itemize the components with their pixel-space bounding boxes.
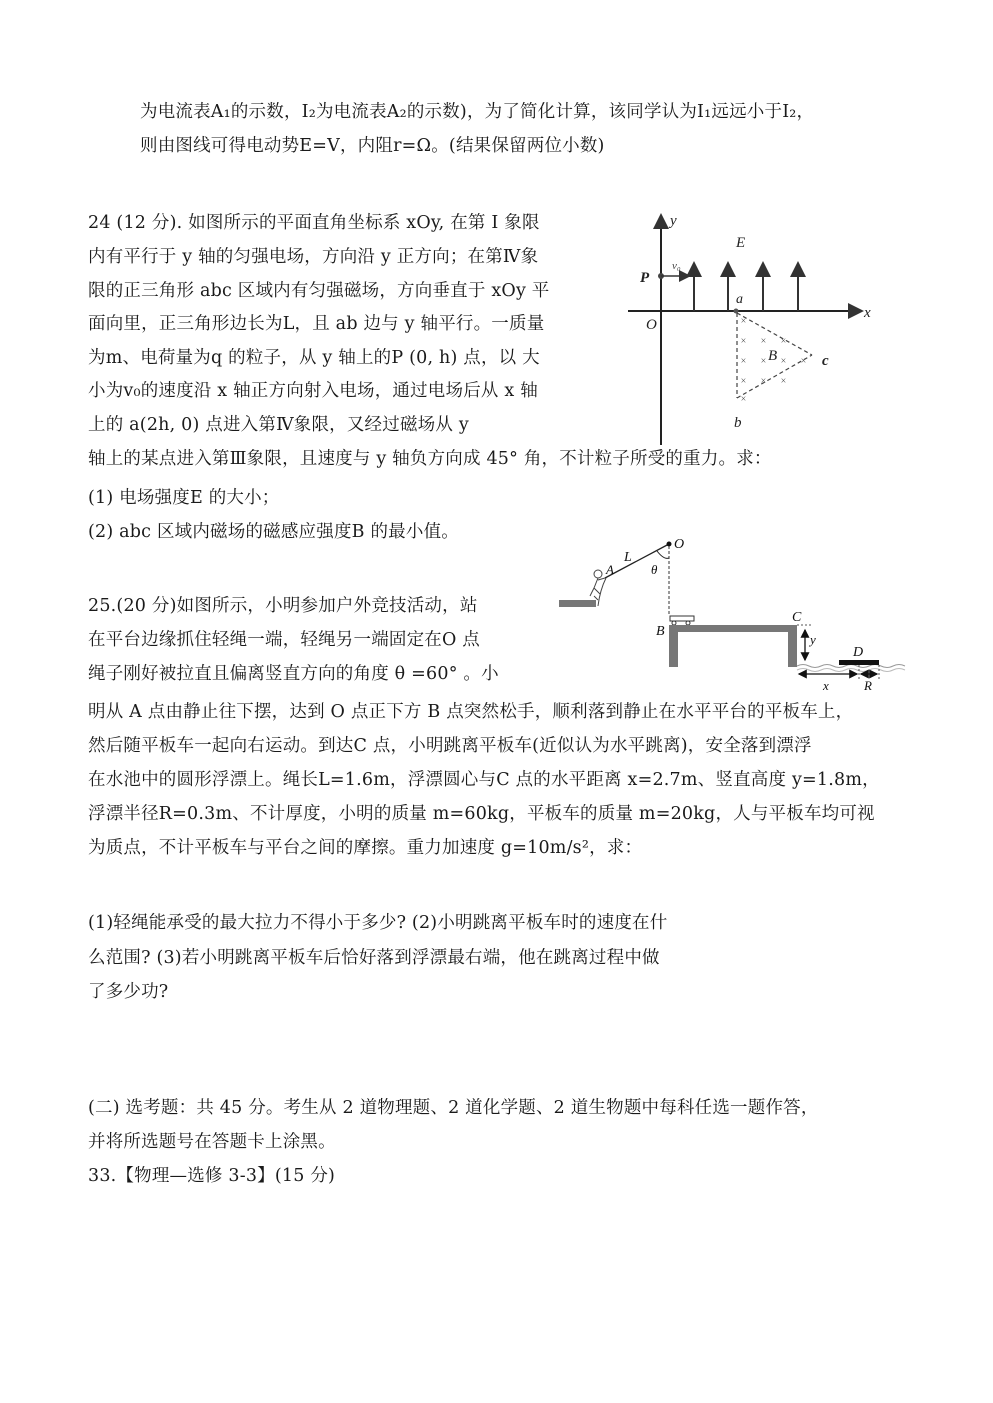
q24-line: 轴上的某点进入第Ⅲ象限，且速度与 y 轴负方向成 45° 角，不计粒子所受的重力。求： bbox=[88, 449, 772, 469]
q24-line: 为m、电荷量为q 的粒子，从 y 轴上的P (0, h) 点，以 大 bbox=[88, 348, 540, 368]
rope bbox=[605, 544, 669, 578]
q25-line: 在水池中的圆形浮漂上。绳长L=1.6m，浮漂圆心与C 点的水平距离 x=2.7m、竖直高度 y=1.8m， bbox=[88, 770, 880, 790]
q24-line: 上的 a(2h, 0) 点进入第Ⅳ象限，又经过磁场从 y bbox=[88, 415, 469, 435]
label-y: y bbox=[810, 632, 816, 647]
svg-text:×: × bbox=[780, 356, 787, 367]
label-D: D bbox=[853, 645, 864, 660]
label-O: O bbox=[674, 537, 685, 552]
label-P: P bbox=[640, 270, 650, 286]
question-33-heading: 33.【物理—选修 3-3】(15 分) bbox=[88, 1166, 336, 1186]
svg-text:×: × bbox=[740, 376, 747, 387]
q25-line: 在平台边缘抓住轻绳一端，轻绳另一端固定在O 点 bbox=[88, 630, 481, 650]
svg-text:×: × bbox=[760, 376, 767, 387]
svg-text:×: × bbox=[780, 336, 787, 347]
label-R: R bbox=[864, 678, 872, 693]
q24-line: 内有平行于 y 轴的匀强电场，方向沿 y 正方向；在第Ⅳ象 bbox=[88, 247, 539, 267]
q25-swing-figure bbox=[550, 530, 910, 695]
q25-question: 么范围? (3)若小明跳离平板车后恰好落到浮漂最右端，他在跳离过程中做 bbox=[88, 948, 660, 968]
float-D bbox=[839, 660, 879, 665]
label-c: c bbox=[822, 353, 829, 369]
top-line-2: 则由图线可得电动势E=V，内阻r=Ω。(结果保留两位小数) bbox=[140, 136, 605, 156]
q24-line: 面向里，正三角形边长为L，且 ab 边与 y 轴平行。一质量 bbox=[88, 314, 545, 334]
section-elective-instruction: 并将所选题号在答题卡上涂黑。 bbox=[88, 1132, 336, 1152]
label-A: A bbox=[606, 562, 614, 577]
svg-text:×: × bbox=[760, 356, 767, 367]
q25-question: 了多少功? bbox=[88, 982, 169, 1002]
svg-text:×: × bbox=[760, 336, 767, 347]
platform-right-leg bbox=[788, 625, 797, 667]
top-line-1: 为电流表A₁的示数，I₂为电流表A₂的示数)，为了简化计算，该同学认为I₁远远小于I₂， bbox=[140, 102, 815, 122]
q24-subquestion-2: (2) abc 区域内磁场的磁感应强度B 的最小值。 bbox=[88, 522, 459, 542]
x-axis-label: x bbox=[864, 305, 871, 321]
svg-text:×: × bbox=[740, 394, 747, 405]
label-theta: θ bbox=[651, 562, 658, 577]
label-B: B bbox=[656, 624, 665, 639]
q24-coordinate-figure bbox=[620, 205, 890, 450]
svg-text:×: × bbox=[780, 376, 787, 387]
q25-line: 明从 A 点由静止往下摆，达到 O 点正下方 B 点突然松手，顺利落到静止在水平平台的平板车上， bbox=[88, 702, 854, 722]
q25-question: (1)轻绳能承受的最大拉力不得小于多少? (2)小明跳离平板车时的速度在什 bbox=[88, 913, 668, 933]
label-x: x bbox=[823, 678, 829, 693]
field-label-E: E bbox=[736, 235, 746, 251]
angle-arc bbox=[657, 551, 669, 558]
svg-text:×: × bbox=[740, 316, 747, 327]
label-a: a bbox=[736, 292, 743, 307]
q24-line: 限的正三角形 abc 区域内有匀强磁场，方向垂直于 xOy 平 bbox=[88, 281, 550, 301]
q25-line: 绳子刚好被拉直且偏离竖直方向的角度 θ =60° 。小 bbox=[88, 664, 499, 684]
start-ledge bbox=[559, 600, 596, 607]
svg-text:×: × bbox=[800, 356, 807, 367]
q25-line: 然后随平板车一起向右运动。到达C 点，小明跳离平板车(近似认为水平跳离)，安全落到漂浮 bbox=[88, 736, 812, 756]
q24-subquestion-1: (1) 电场强度E 的大小； bbox=[88, 488, 280, 508]
origin-label: O bbox=[646, 317, 657, 333]
q25-line: 25.(20 分)如图所示，小明参加户外竞技活动，站 bbox=[88, 596, 478, 616]
svg-text:×: × bbox=[740, 356, 747, 367]
label-b: b bbox=[734, 415, 742, 431]
flat-cart bbox=[670, 616, 694, 621]
platform-left-leg bbox=[669, 625, 678, 667]
label-v0: v₀ bbox=[672, 260, 681, 272]
label-L: L bbox=[624, 550, 632, 565]
svg-text:×: × bbox=[740, 336, 747, 347]
pivot-O bbox=[667, 542, 672, 547]
label-C: C bbox=[792, 610, 802, 625]
section-elective-intro: (二) 选考题：共 45 分。考生从 2 道物理题、2 道化学题、2 道生物题中每科任选一题作答， bbox=[88, 1098, 819, 1118]
y-axis-label: y bbox=[670, 213, 677, 229]
label-B: B bbox=[768, 348, 778, 364]
q25-line: 为质点，不计平板车与平台之间的摩擦。重力加速度 g=10m/s²，求： bbox=[88, 838, 643, 858]
platform-top bbox=[669, 625, 797, 632]
q24-line: 小为v₀的速度沿 x 轴正方向射入电场，通过电场后从 x 轴 bbox=[88, 381, 538, 401]
q24-line: 24 (12 分). 如图所示的平面直角坐标系 xOy, 在第 I 象限 bbox=[88, 213, 540, 233]
q25-line: 浮漂半径R=0.3m、不计厚度，小明的质量 m=60kg，平板车的质量 m=20kg，人与平板车均可视 bbox=[88, 804, 875, 824]
